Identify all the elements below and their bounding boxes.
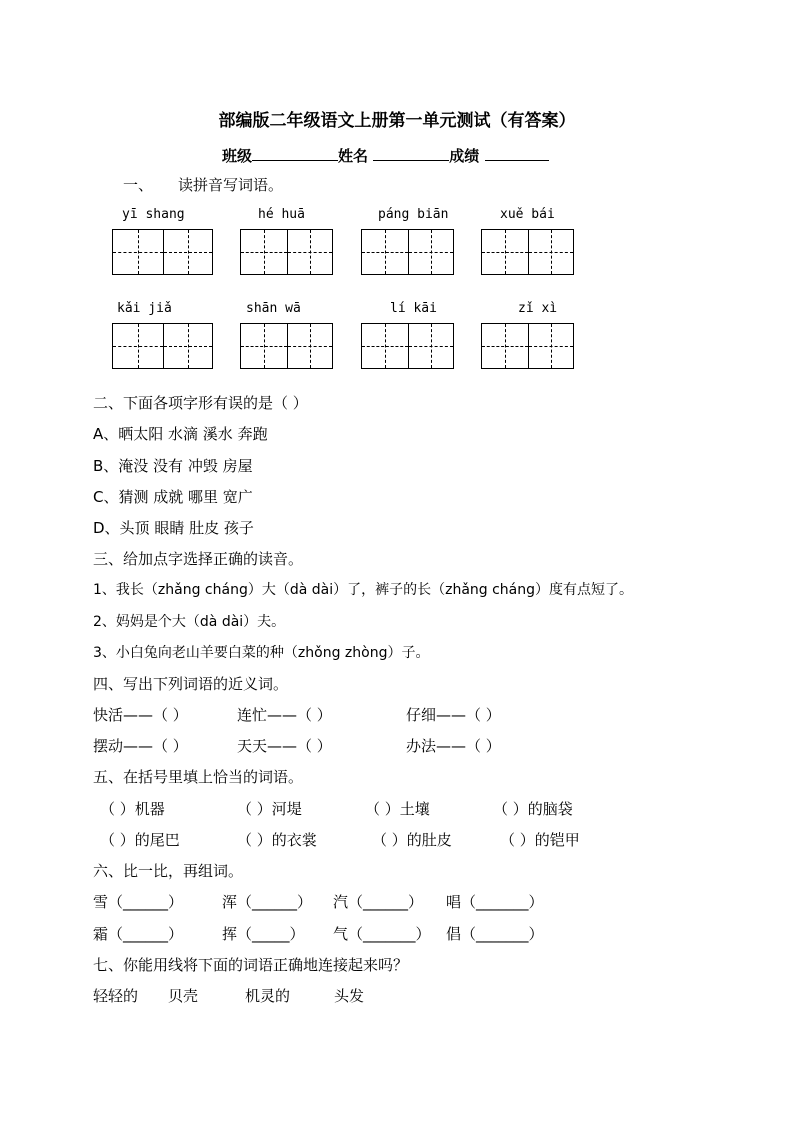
writing-grid[interactable] bbox=[361, 323, 454, 369]
fill-item: （ ）河堤 bbox=[237, 800, 302, 818]
fill-item: （ ）的肚皮 bbox=[372, 831, 452, 849]
student-info-line bbox=[222, 145, 549, 166]
class-label: 班级 bbox=[222, 147, 253, 165]
fill-item: （ ）的铠甲 bbox=[500, 831, 580, 849]
section3-heading: 三、给加点字选择正确的读音。 bbox=[93, 550, 304, 568]
writing-grid[interactable] bbox=[240, 229, 333, 275]
name-blank[interactable] bbox=[373, 146, 449, 161]
pinyin-2: hé huā bbox=[258, 207, 305, 222]
section2-heading: 二、下面各项字形有误的是（ ） bbox=[93, 394, 308, 412]
synonym-item: 连忙——（ ） bbox=[237, 706, 332, 724]
writing-grid[interactable] bbox=[240, 323, 333, 369]
synonym-item: 仔细——（ ） bbox=[406, 706, 501, 724]
section3-item-2: 2、妈妈是个大（dà dài）夫。 bbox=[93, 614, 286, 630]
synonym-item: 摆动——（ ） bbox=[93, 737, 188, 755]
match-word: 机灵的 bbox=[245, 987, 291, 1005]
compare-item: 浑（______） bbox=[222, 893, 313, 911]
option-c: C、猜测 成就 哪里 宽广 bbox=[93, 488, 253, 506]
score-label: 成绩 bbox=[449, 147, 480, 165]
compare-item: 霜（______） bbox=[93, 925, 184, 943]
option-d: D、头顶 眼睛 肚皮 孩子 bbox=[93, 519, 254, 537]
writing-grid[interactable] bbox=[112, 323, 213, 369]
class-blank[interactable] bbox=[252, 146, 338, 161]
name-label: 姓名 bbox=[338, 147, 369, 165]
pinyin-7: lí kāi bbox=[390, 301, 437, 316]
pinyin-8: zǐ xì bbox=[518, 301, 558, 316]
synonym-item: 快活——（ ） bbox=[93, 706, 188, 724]
fill-item: （ ）机器 bbox=[100, 800, 165, 818]
section1-instruction: 读拼音写词语。 bbox=[178, 176, 284, 194]
writing-grid[interactable] bbox=[481, 323, 574, 369]
match-word: 轻轻的 bbox=[93, 987, 139, 1005]
section3-item-1: 1、我长（zhǎng cháng）大（dà dài）了，裤子的长（zhǎng cháng）度有点短了。 bbox=[93, 582, 634, 598]
section3-item-3: 3、小白兔向老山羊要白菜的种（zhǒng zhòng）子。 bbox=[93, 645, 430, 661]
pinyin-1: yī shang bbox=[122, 207, 185, 222]
section7-heading: 七、你能用线将下面的词语正确地连接起来吗？ bbox=[93, 956, 409, 974]
synonym-item: 天天——（ ） bbox=[237, 737, 332, 755]
section4-heading: 四、写出下列词语的近义词。 bbox=[93, 675, 289, 693]
compare-item: 唱（_______） bbox=[446, 893, 544, 911]
section6-heading: 六、比一比，再组词。 bbox=[93, 862, 244, 880]
score-blank[interactable] bbox=[485, 146, 549, 161]
synonym-item: 办法——（ ） bbox=[406, 737, 501, 755]
writing-grid[interactable] bbox=[112, 229, 213, 275]
page-title: 部编版二年级语文上册第一单元测试（有答案） bbox=[218, 111, 576, 131]
option-a: A、晒太阳 水滴 溪水 奔跑 bbox=[93, 425, 268, 443]
match-word: 贝壳 bbox=[168, 987, 199, 1005]
compare-item: 倡（_______） bbox=[446, 925, 544, 943]
fill-item: （ ）土壤 bbox=[365, 800, 430, 818]
writing-grid[interactable] bbox=[361, 229, 454, 275]
writing-grid[interactable] bbox=[481, 229, 574, 275]
compare-item: 挥（_____） bbox=[222, 925, 305, 943]
fill-item: （ ）的脑袋 bbox=[493, 800, 573, 818]
fill-item: （ ）的尾巴 bbox=[100, 831, 180, 849]
pinyin-3: páng biān bbox=[378, 207, 449, 222]
compare-item: 雪（______） bbox=[93, 893, 184, 911]
match-word: 头发 bbox=[334, 987, 365, 1005]
pinyin-6: shān wā bbox=[246, 301, 301, 316]
option-b: B、淹没 没有 冲毁 房屋 bbox=[93, 457, 253, 475]
section1-heading: 一、 bbox=[123, 176, 154, 194]
compare-item: 汽（______） bbox=[333, 893, 424, 911]
pinyin-4: xuě bái bbox=[500, 207, 555, 222]
section5-heading: 五、在括号里填上恰当的词语。 bbox=[93, 768, 304, 786]
fill-item: （ ）的衣裳 bbox=[237, 831, 317, 849]
pinyin-5: kǎi jiǎ bbox=[117, 301, 172, 316]
compare-item: 气（_______） bbox=[333, 925, 431, 943]
